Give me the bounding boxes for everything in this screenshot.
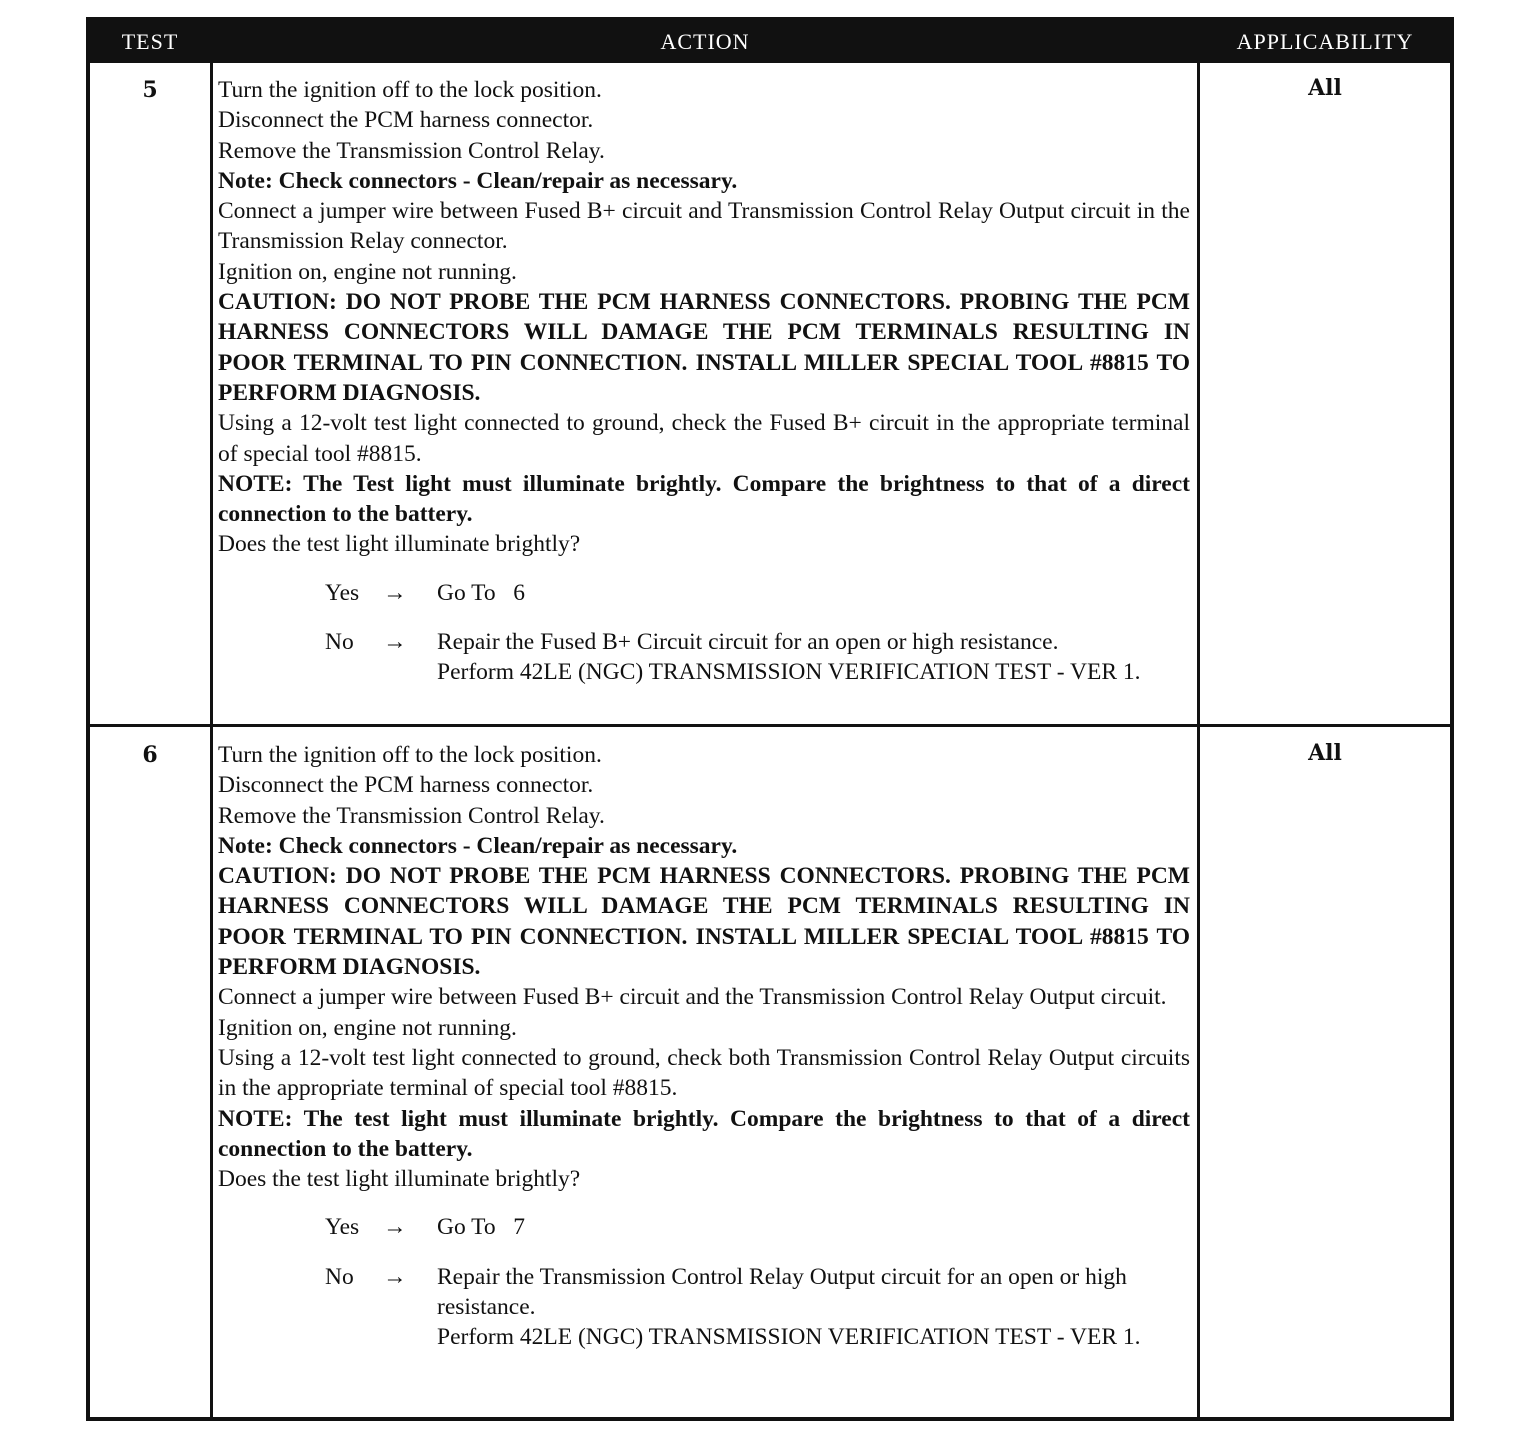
action-step: Ignition on, engine not running. [218,1014,517,1041]
yes-label: Yes [325,1214,360,1241]
applicability-value: All [1308,740,1342,766]
action-cell [218,740,1190,1372]
action-step: Disconnect the PCM harness connector. [218,107,594,134]
table-row [90,63,1450,727]
decision-yes [325,1212,1190,1242]
action-note: Note: Check connectors - Clean/repair as necessary. [218,167,738,194]
action-step: Connect a jumper wire between Fused B+ circuit and the Transmission Control Relay Output circuit. [218,984,1167,1011]
action-note: NOTE: The Test light must illuminate brightly. Compare the brightness to that of a direct connection to the battery. [218,470,1190,528]
test-number: 6 [142,742,158,768]
yes-result: Go To 6 [437,579,526,606]
header-applicability: APPLICABILITY [1236,29,1414,54]
no-result-verify: Perform 42LE (NGC) TRANSMISSION VERIFICATION TEST - VER 1. [437,1324,1141,1351]
action-note: NOTE: The test light must illuminate brightly. Compare the brightness to that of a direct connection to the battery. [218,1105,1190,1162]
right-arrow-icon: → [383,1263,407,1290]
decision-no [325,627,1190,688]
decision-no [325,1262,1190,1353]
yes-result: Go To 7 [437,1214,526,1241]
no-label: No [325,1263,354,1290]
no-result [437,627,1190,688]
test-number: 5 [142,77,158,103]
decision-yes [325,578,1190,608]
decision-block [325,1212,1190,1352]
no-label: No [325,629,354,656]
diagnostic-test-table [86,17,1454,1421]
action-caution: CAUTION: DO NOT PROBE THE PCM HARNESS CONNECTORS. PROBING THE PCM HARNESS CONNECTORS WILL DAMAGE THE PCM TERMINALS RESULTING IN POOR TERMINAL TO PIN CONNECTION. INSTALL MILLER SPECIAL TOOL #8815 TO PERFORM DIAGNOSIS. [218,863,1190,981]
applicability-value: All [1308,75,1342,101]
action-note: Note: Check connectors - Clean/repair as necessary. [218,832,738,859]
right-arrow-icon: → [383,579,407,606]
table-header [90,21,1450,63]
header-test: TEST [121,29,179,54]
table-row [90,728,1450,1418]
right-arrow-icon: → [383,629,407,656]
action-step: Using a 12-volt test light connected to ground, check the Fused B+ circuit in the appropriate terminal of special tool #8815. [218,410,1190,467]
action-cell [218,75,1190,707]
action-step: Turn the ignition off to the lock position. [218,77,602,103]
action-step: Using a 12-volt test light connected to ground, check both Transmission Control Relay Output circuits in the appropriate terminal of special tool #8815. [218,1044,1190,1102]
yes-label: Yes [325,579,360,606]
action-step: Turn the ignition off to the lock position. [218,742,602,768]
action-question: Does the test light illuminate brightly? [218,531,581,558]
action-step: Remove the Transmission Control Relay. [218,802,605,829]
action-step: Remove the Transmission Control Relay. [218,137,605,164]
action-step: Disconnect the PCM harness connector. [218,772,594,799]
decision-block [325,578,1190,688]
action-step: Connect a jumper wire between Fused B+ circuit and Transmission Control Relay Output circuit in the Transmission Relay connector. [218,198,1190,255]
no-result-repair: Repair the Transmission Control Relay Output circuit for an open or high resistance. [437,1263,1127,1321]
no-result-repair: Repair the Fused B+ Circuit circuit for an open or high resistance. [437,629,1059,656]
action-caution: CAUTION: DO NOT PROBE THE PCM HARNESS CONNECTORS. PROBING THE PCM HARNESS CONNECTORS WILL DAMAGE THE PCM TERMINALS RESULTING IN POOR TERMINAL TO PIN CONNECTION. INSTALL MILLER SPECIAL TOOL #8815 TO PERFORM DIAGNOSIS. [218,289,1190,406]
right-arrow-icon: → [383,1214,407,1241]
action-question: Does the test light illuminate brightly? [218,1166,581,1193]
no-result-verify: Perform 42LE (NGC) TRANSMISSION VERIFICATION TEST - VER 1. [437,659,1141,686]
header-action: ACTION [660,29,750,54]
no-result [437,1262,1190,1353]
action-step: Ignition on, engine not running. [218,258,517,285]
